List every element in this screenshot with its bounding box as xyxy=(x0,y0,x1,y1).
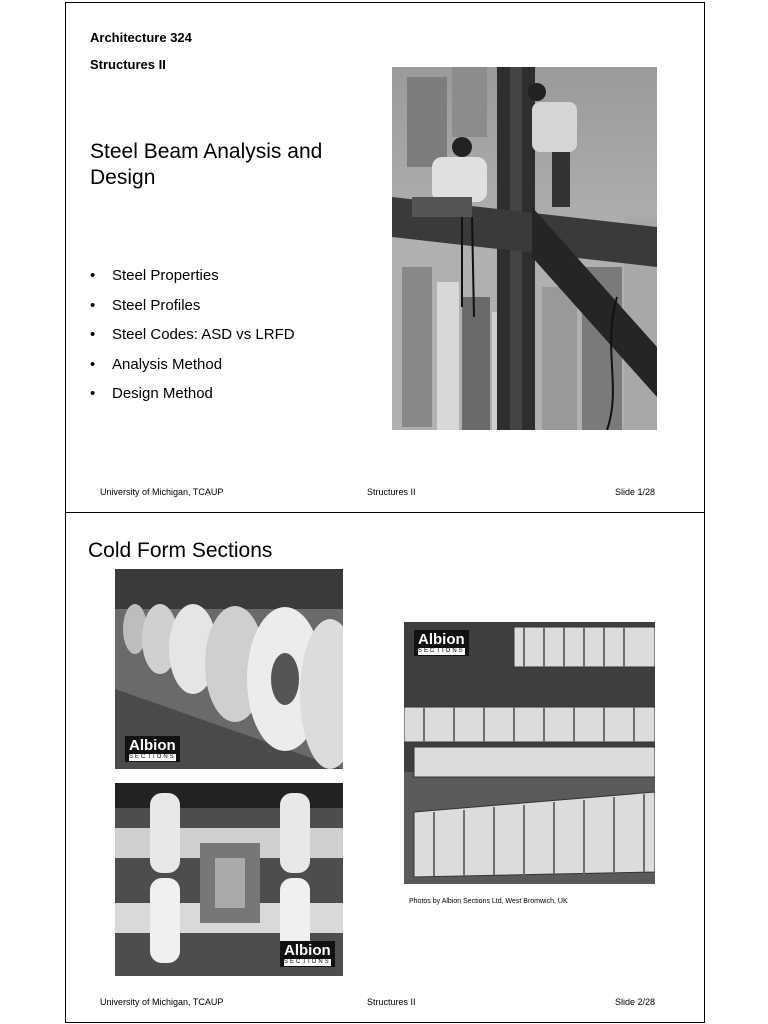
footer-left: University of Michigan, TCAUP xyxy=(100,997,224,1007)
slide-title: Steel Beam Analysis and Design xyxy=(90,140,323,189)
bullet-dot: • xyxy=(90,355,96,373)
albion-logo: Albion SECTIONS xyxy=(280,941,335,967)
slide-2 xyxy=(65,512,705,1023)
bullet-dot: • xyxy=(90,267,96,284)
albion-logo: Albion SECTIONS xyxy=(414,630,469,656)
bullet-item: • Design Method xyxy=(90,385,295,415)
bullet-dot: • xyxy=(90,296,96,314)
footer-center: Structures II xyxy=(367,997,416,1007)
bullet-item: • Analysis Method xyxy=(90,356,295,386)
slide-title: Cold Form Sections xyxy=(88,539,273,562)
course-title: Architecture 324 xyxy=(90,30,192,45)
photo-credit: Photos by Albion Sections Ltd, West Bromwich, UK xyxy=(409,898,568,905)
footer-slide-number: Slide 2/28 xyxy=(615,997,656,1007)
bullet-dot: • xyxy=(90,326,96,343)
cold-formed-sections-photo xyxy=(404,622,655,884)
footer-center: Structures II xyxy=(367,487,416,497)
bullet-item: • Steel Profiles xyxy=(90,297,295,327)
footer-slide-number: Slide 1/28 xyxy=(615,487,656,497)
bullet-dot: • xyxy=(90,385,96,402)
course-subtitle: Structures II xyxy=(90,57,166,72)
roll-forming-photo xyxy=(115,783,343,976)
bullet-item: • Steel Properties xyxy=(90,267,295,297)
albion-logo: Albion SECTIONS xyxy=(125,736,180,762)
bullet-item: • Steel Codes: ASD vs LRFD xyxy=(90,326,295,356)
ironworkers-photo xyxy=(392,67,657,430)
bullet-list xyxy=(90,267,295,415)
slide-1 xyxy=(65,2,705,513)
steel-coils-photo xyxy=(115,569,343,769)
footer-left: University of Michigan, TCAUP xyxy=(100,487,224,497)
